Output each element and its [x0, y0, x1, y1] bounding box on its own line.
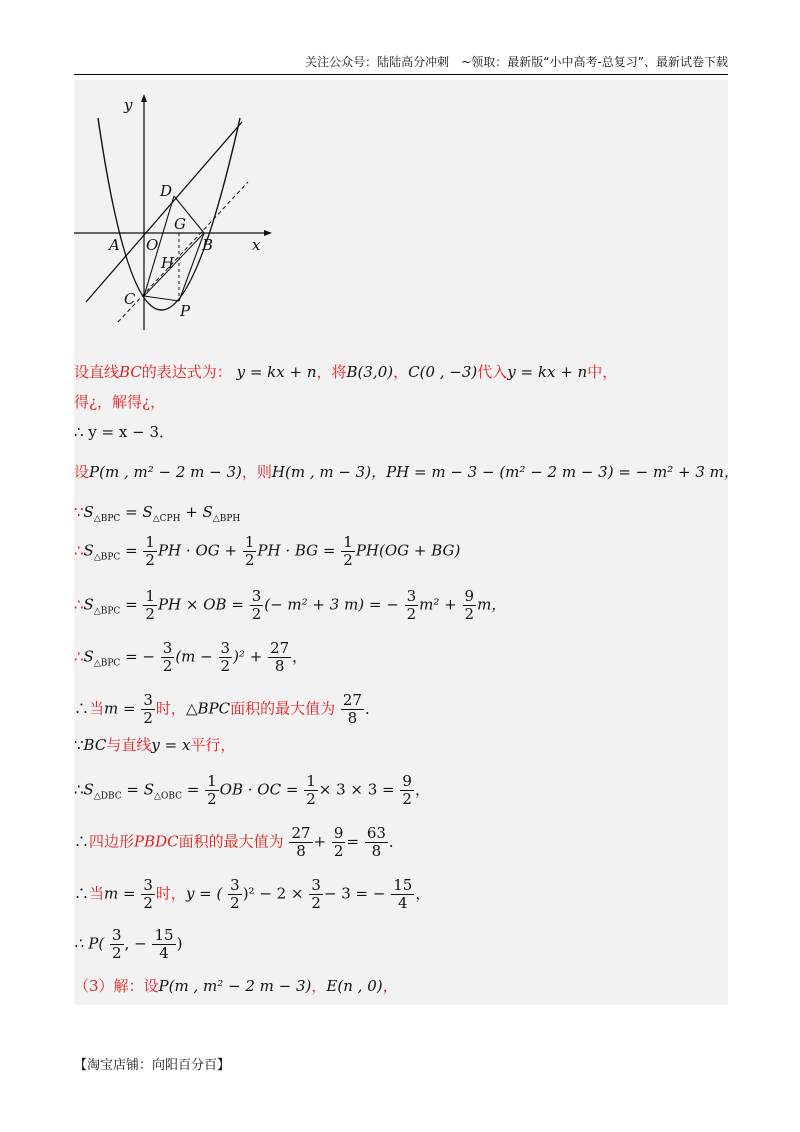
line-10: ∵BC与直线y = x平行，: [74, 736, 236, 754]
label-x: x: [252, 236, 261, 254]
label-B: B: [202, 236, 214, 254]
line-8: $\therefore S_{\triangle BPC}$ = − $\frac{3}{2}$ (m − $\frac{3}{2}$ )² + $\frac{27}{8}$ ，: [74, 639, 308, 675]
line-9: ∴当m = $\frac{3}{2}$ 时，△BPC面积的最大值为 $\frac{27}{8}$ ．: [74, 691, 380, 727]
parabola-figure: [74, 90, 274, 335]
line-7: $\therefore S_{\triangle BPC}$ = $\frac{1}{2}$ PH × OB = $\frac{3}{2}$ (− m² + 3 m) = − $\frac{3}{2}$ m² + $\frac{9}{2}$ m，: [74, 587, 507, 623]
label-O: O: [146, 236, 159, 254]
line-5: $\because S_{\triangle BPC} = S_{\triangle CPH} + S_{\triangle BPH}$: [74, 503, 241, 524]
line-14: ∴ P( $\frac{3}{2}$ , − $\frac{15}{4}$ ): [74, 926, 183, 962]
line-1: 设直线BC的表达式为： y = kx + n，将B(3,0)，C(0 , −3)代入y = kx + n中，: [74, 363, 618, 381]
page-footer: 【淘宝店铺：向阳百分百】: [74, 1058, 231, 1073]
line-15: （3）解：设P(m , m² − 2 m − 3)，E(n , 0)，: [74, 977, 398, 995]
line-11: $\therefore S_{\triangle DBC} = S_{\triangle OBC}$ = $\frac{1}{2}$ OB · OC = $\frac{1}{2}$ × 3 × 3 = $\frac{9}{2}$ ，: [74, 772, 430, 808]
line-4: 设P(m , m² − 2 m − 3)，则H(m , m − 3)，PH = m − 3 − (m² − 2 m − 3) = − m² + 3 m，: [74, 463, 739, 481]
label-C: C: [124, 290, 136, 308]
line-3: ∴ y = x − 3．: [74, 423, 174, 441]
label-P: P: [180, 302, 191, 320]
label-D: D: [160, 182, 173, 200]
label-y: y: [124, 96, 133, 114]
label-A: A: [109, 236, 120, 254]
label-G: G: [174, 215, 186, 233]
solution-panel: [74, 80, 739, 1005]
line-6: $\therefore S_{\triangle BPC}$ = $\frac{1}{2}$ PH · OG + $\frac{1}{2}$ PH · BG = $\frac{1}{2}$ PH(OG + BG): [74, 533, 461, 569]
line-2: 得¿，解得¿，: [74, 393, 166, 411]
line-13: ∴当m = $\frac{3}{2}$ 时，y = ( $\frac{3}{2}$ )² − 2 × $\frac{3}{2}$ − 3 = − $\frac{15}{4}$ ，: [74, 876, 431, 912]
label-H: H: [161, 254, 175, 272]
page-header: 关注公众号：陆陆高分冲刺 ~领取：最新版“小中高考-总复习”、最新试卷下载: [74, 54, 728, 75]
line-12: ∴四边形PBDC面积的最大值为 $\frac{27}{8}$ + $\frac{9}{2}$ = $\frac{63}{8}$ ．: [74, 824, 404, 860]
